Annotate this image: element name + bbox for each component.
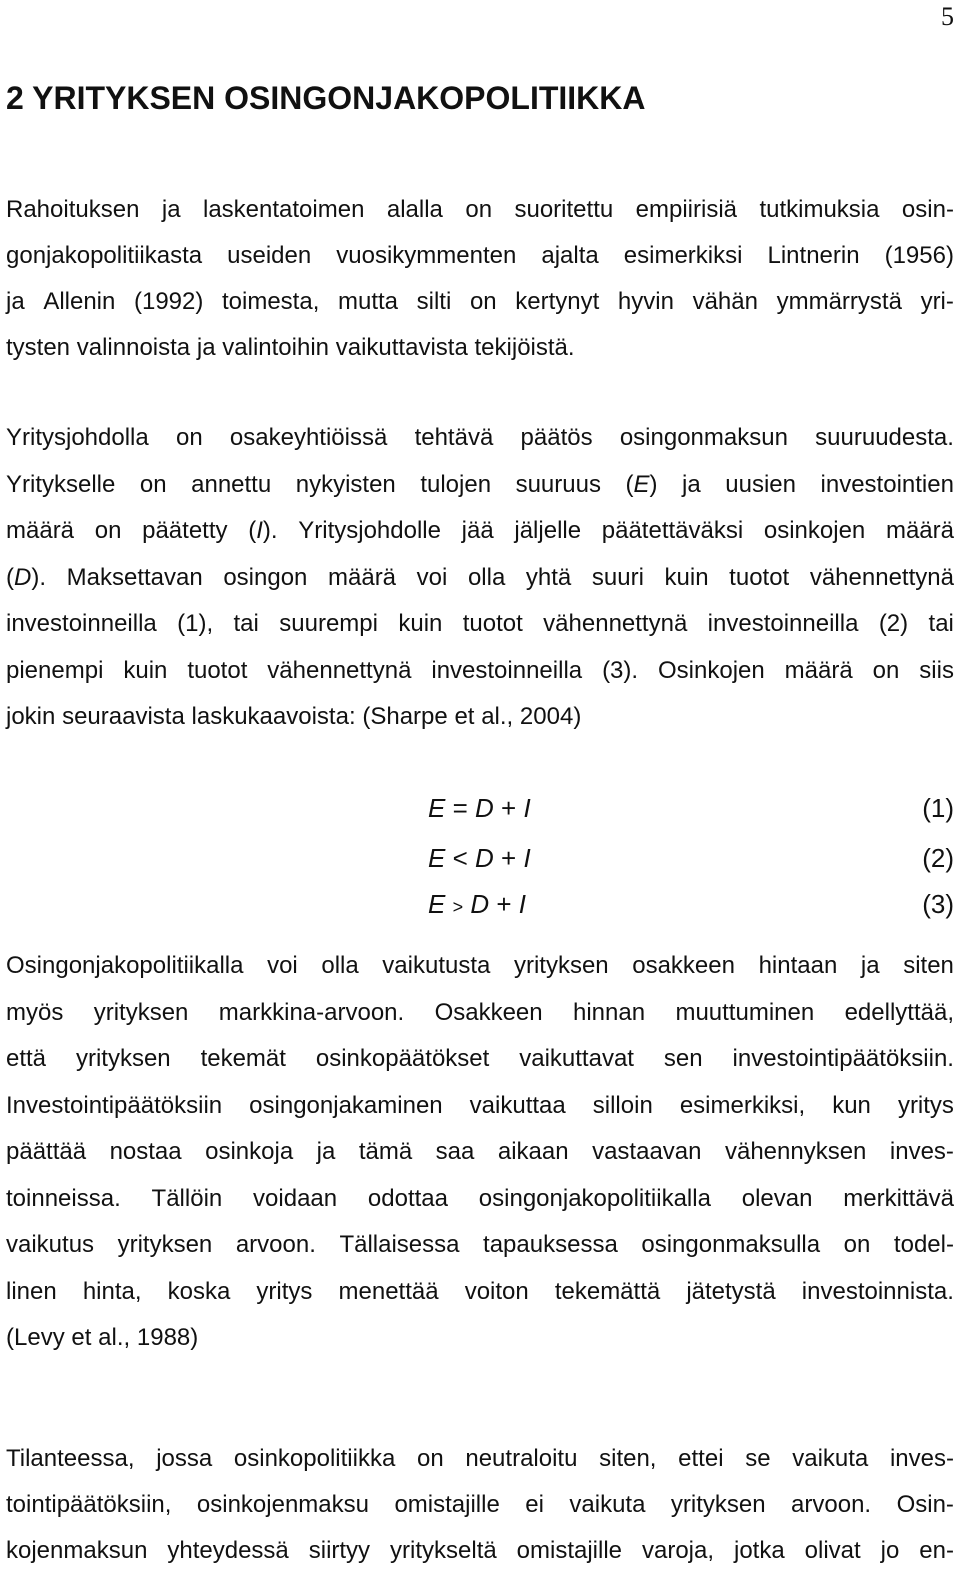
text-line: Tilanteessa, jossa osinkopolitiikka on neutraloitu siten, ettei se vaikuta inves-: [6, 1445, 954, 1472]
text-line: (D). Maksettavan osingon määrä voi olla yhtä suuri kuin tuotot vähennettynä: [6, 563, 954, 591]
text-line: Osingonjakopolitiikalla voi olla vaikutusta yrityksen osakkeen hintaan ja siten: [6, 952, 954, 979]
equation-operator: =: [452, 793, 468, 823]
text-line: Rahoituksen ja laskentatoimen alalla on suoritettu empiirisiä tutkimuksia osin-: [6, 196, 954, 223]
text-line: tysten valinnoista ja valintoihin vaikuttavista tekijöistä.: [6, 334, 575, 361]
equation-operator: >: [452, 897, 464, 917]
text-line: tointipäätöksiin, osinkojenmaksu omistajille ei vaikuta yrityksen arvoon. Osin-: [6, 1491, 954, 1518]
text-line: ja Allenin (1992) toimesta, mutta silti on kertynyt hyvin vähän ymmärrystä yri-: [6, 288, 954, 315]
equation-3: [428, 886, 954, 922]
text-line: investoinneilla (1), tai suurempi kuin tuotot vähennettynä investoinneilla (2) tai: [6, 610, 954, 637]
equation-variable-d: D: [470, 889, 490, 919]
equation-number: (1): [922, 793, 954, 823]
equation-number: (3): [922, 889, 954, 919]
equation-variable-d: D: [475, 793, 494, 823]
equation-variable-e: E: [428, 843, 446, 873]
equation-plus: +: [501, 843, 517, 873]
equation-plus: +: [496, 889, 512, 919]
equation-variable-i: I: [518, 889, 526, 919]
text-line: linen hinta, koska yritys menettää voiton tekemättä jätetystä investoinnista.: [6, 1277, 954, 1305]
equation-variable-i: I: [523, 843, 531, 873]
text-line: Investointipäätöksiin osingonjakaminen vaikuttaa silloin esimerkiksi, kun yritys: [6, 1091, 954, 1119]
page-number: 5: [941, 2, 954, 31]
page-title: 2 YRITYKSEN OSINGONJAKOPOLITIIKKA: [6, 80, 646, 116]
text-line: vaikutus yrityksen arvoon. Tällaisessa tapauksessa osingonmaksulla on todel-: [6, 1231, 954, 1258]
equation-expression: [428, 886, 526, 925]
text-line: gonjakopolitiikasta useiden vuosikymmenten ajalta esimerkiksi Lintnerin (1956): [6, 242, 954, 269]
text-line: että yrityksen tekemät osinkopäätökset vaikuttavat sen investointipäätöksiin.: [6, 1045, 954, 1072]
text-line: Yritykselle on annettu nykyisten tulojen suuruus (E) ja uusien investointien: [6, 470, 954, 498]
text-line: kojenmaksun yhteydessä siirtyy yritykseltä omistajille varoja, jotka olivat jo en-: [6, 1537, 954, 1564]
text-line: pienempi kuin tuotot vähennettynä investoinneilla (3). Osinkojen määrä on siis: [6, 656, 954, 684]
equation-expression: [428, 840, 531, 876]
text-line: (Levy et al., 1988): [6, 1324, 199, 1351]
equation-1: [428, 790, 954, 826]
equation-plus: +: [501, 793, 517, 823]
equation-variable-i: I: [523, 793, 531, 823]
text-line: toinneissa. Tällöin voidaan odottaa osingonjakopolitiikalla olevan merkittävä: [6, 1184, 954, 1212]
equation-variable-e: E: [428, 793, 446, 823]
text-line: päättää nostaa osinkoja ja tämä saa aikaan vastaavan vähennyksen inves-: [6, 1138, 954, 1165]
text-line: myös yrityksen markkina-arvoon. Osakkeen hinnan muuttuminen edellyttää,: [6, 998, 954, 1026]
text-line: Yritysjohdolla on osakeyhtiöissä tehtävä päätös osingonmaksun suuruudesta.: [6, 424, 954, 451]
equation-expression: [428, 790, 531, 826]
equation-2: [428, 840, 954, 876]
equation-variable-e: E: [428, 889, 446, 919]
text-line: määrä on päätetty (I). Yritysjohdolle jää jäljelle päätettäväksi osinkojen määrä: [6, 517, 954, 544]
equation-operator: <: [452, 843, 468, 873]
equation-variable-d: D: [475, 843, 494, 873]
text-line: jokin seuraavista laskukaavoista: (Sharpe et al., 2004): [6, 703, 582, 730]
equation-number: (2): [922, 843, 954, 873]
